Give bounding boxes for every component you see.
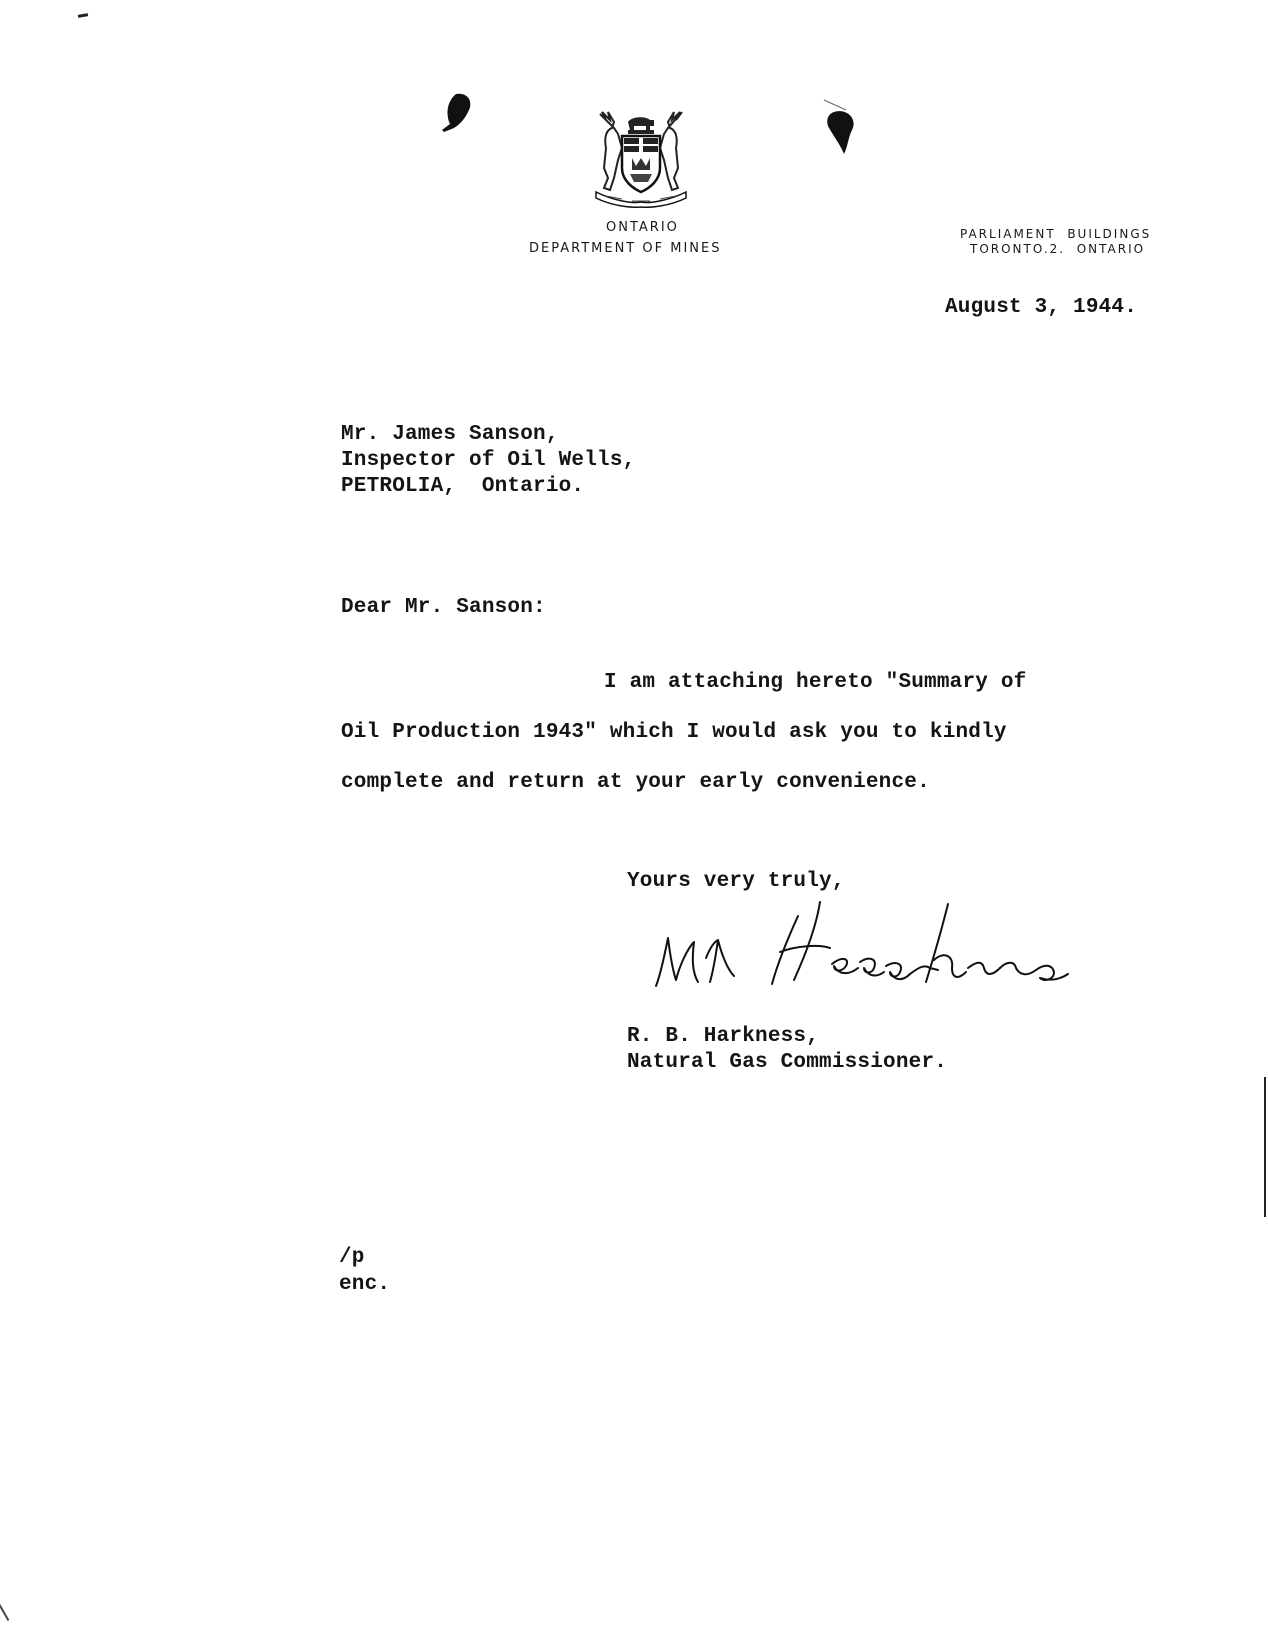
scan-speck [0, 1601, 9, 1621]
letterhead-department: DEPARTMENT OF MINES [529, 241, 722, 256]
ink-blot-left-icon [438, 90, 478, 138]
body-line: Oil Production 1943" which I would ask you to kindly [341, 721, 1007, 744]
letterhead-province: ONTARIO [606, 220, 679, 235]
body-line: I am attaching hereto "Summary of [604, 671, 1027, 694]
signatory-title: Natural Gas Commissioner. [627, 1051, 948, 1074]
enclosure-note: enc. [339, 1273, 391, 1296]
ink-blot-right-icon [820, 98, 870, 160]
closing: Yours very truly, [627, 870, 845, 893]
scan-speck [78, 13, 88, 18]
recipient-line: PETROLIA, Ontario. [341, 475, 585, 498]
body-line: complete and return at your early convenience. [341, 771, 930, 794]
page-edge-mark [1264, 1077, 1266, 1217]
recipient-address [341, 422, 635, 500]
letterhead-address-line2: TORONTO.2. ONTARIO [970, 242, 1146, 256]
handwritten-signature-icon [648, 898, 1088, 1008]
typist-initials: /p [339, 1246, 365, 1269]
ontario-coat-of-arms-icon [592, 108, 690, 208]
recipient-line: Mr. James Sanson, [341, 423, 559, 446]
salutation: Dear Mr. Sanson: [341, 596, 546, 619]
letter-date: August 3, 1944. [945, 296, 1138, 319]
recipient-line: Inspector of Oil Wells, [341, 449, 636, 472]
letterhead-address-line1: PARLIAMENT BUILDINGS [960, 227, 1152, 241]
signatory-name: R. B. Harkness, [627, 1025, 820, 1048]
